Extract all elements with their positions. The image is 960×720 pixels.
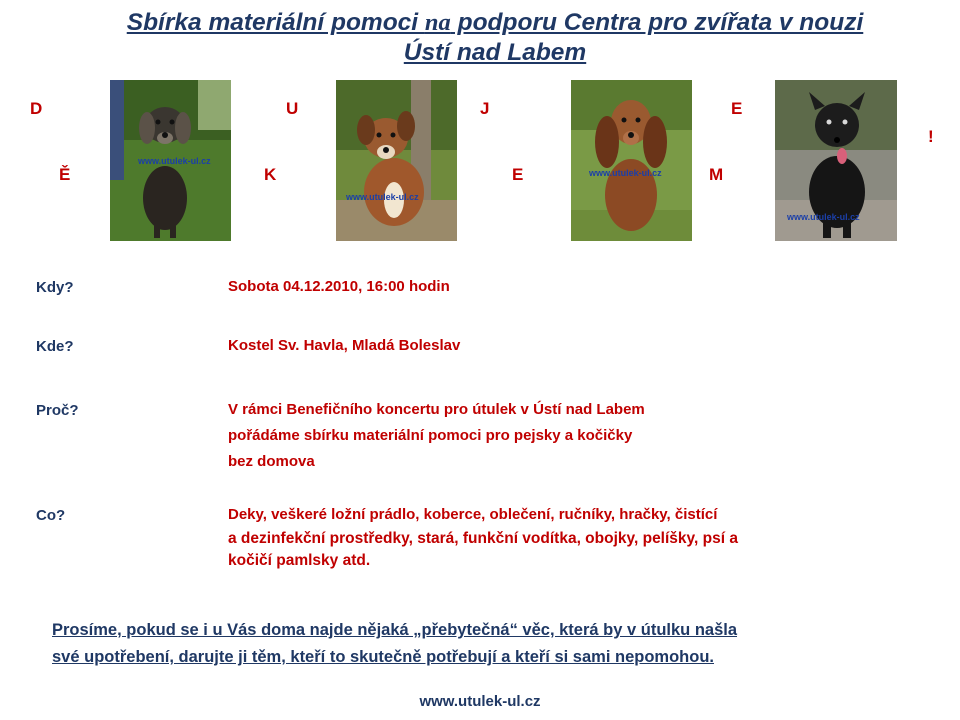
dog-photo-4 (775, 80, 897, 241)
photo-watermark-2: www.utulek-ul.cz (346, 192, 419, 202)
thanks-letter-k: K (264, 165, 277, 184)
where-value: Kostel Sv. Havla, Mladá Boleslav (228, 337, 461, 354)
page-title (0, 8, 960, 68)
thanks-letter-u: U (286, 99, 299, 118)
title-part-2: podporu Centra pro zvířata v nouzi (450, 9, 864, 36)
title-part-1: Sbírka materiální pomoci (126, 9, 425, 36)
dog-photo-1 (110, 80, 231, 241)
thanks-letter-e: E (512, 165, 524, 184)
photo-watermark-1: www.utulek-ul.cz (138, 156, 211, 166)
title-line-2: Ústí nad Labem (403, 39, 587, 66)
when-label: Kdy? (36, 279, 74, 296)
title-na: na (424, 9, 451, 36)
why-line-2: pořádáme sbírku materiální pomoci pro pejsky a kočičky (228, 427, 633, 444)
why-value (228, 397, 645, 475)
photo-watermark-3: www.utulek-ul.cz (589, 168, 662, 178)
thanks-letter-e-caron: Ě (59, 165, 71, 184)
thanks-letter-d: D (30, 99, 43, 118)
when-value: Sobota 04.12.2010, 16:00 hodin (228, 278, 450, 295)
what-line-3: kočičí pamlsky atd. (228, 552, 371, 569)
thanks-letter-e-2: E (731, 99, 743, 118)
why-line-1: V rámci Benefičního koncertu pro útulek v Ústí nad Labem (228, 401, 645, 418)
why-label: Proč? (36, 402, 79, 419)
thanks-letter-j: J (480, 99, 490, 118)
dog-photo-3 (571, 80, 692, 241)
appeal-line-1: Prosíme, pokud se i u Vás doma najde nějaká „přebytečná“ věc, která by v útulku našla (52, 621, 738, 639)
thanks-letter-m: M (709, 165, 724, 184)
dog-illustration-2 (336, 80, 457, 241)
dog-photo-2 (336, 80, 457, 241)
what-value (228, 502, 738, 572)
dog-illustration-3 (571, 80, 692, 241)
what-line-2: a dezinfekční prostředky, stará, funkční vodítka, obojky, pelíšky, psí a (228, 530, 738, 547)
appeal-line-2: své upotřebení, darujte ji těm, kteří to skutečně potřebují a kteří si sami nepomohou. (52, 648, 714, 666)
thanks-exclamation: ! (928, 127, 934, 146)
appeal-text (52, 617, 737, 671)
photo-watermark-4: www.utulek-ul.cz (787, 212, 860, 222)
what-label: Co? (36, 507, 66, 524)
what-line-1: Deky, veškeré ložní prádlo, koberce, oblečení, ručníky, hračky, čistící (228, 506, 718, 523)
where-label: Kde? (36, 338, 74, 355)
why-line-3: bez domova (228, 453, 315, 470)
footer-url: www.utulek-ul.cz (419, 693, 541, 710)
